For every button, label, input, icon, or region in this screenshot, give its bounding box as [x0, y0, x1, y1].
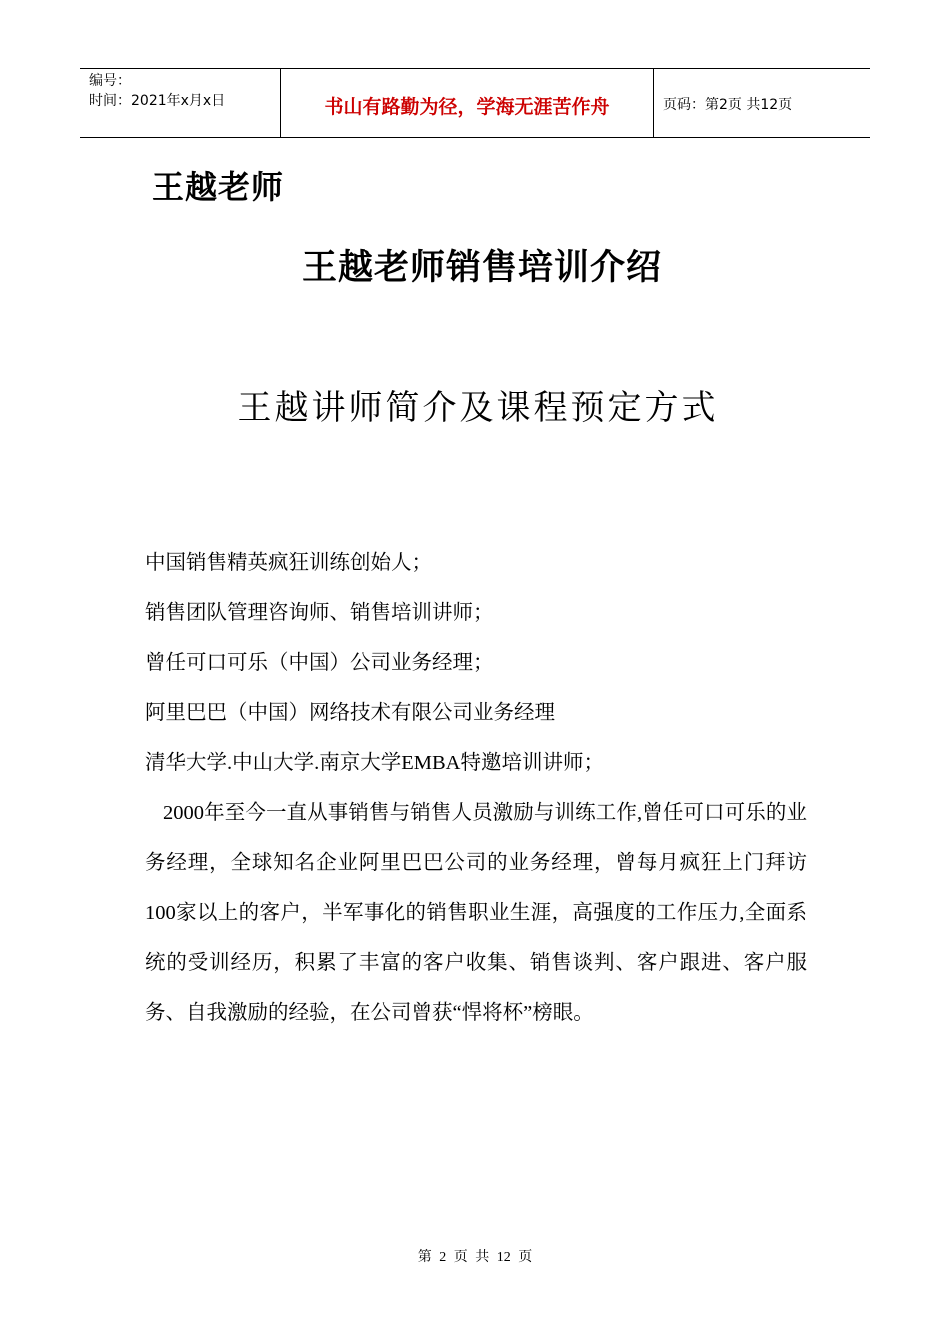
main-title: 王越老师销售培训介绍: [301, 248, 662, 288]
body-text: [145, 538, 807, 1038]
credential-line: 销售团队管理咨询师、销售培训讲师；: [145, 602, 494, 624]
credential-line: 清华大学.中山大学.南京大学EMBA特邀培训讲师；: [145, 752, 604, 774]
page-header: [80, 68, 870, 138]
sub-title: 王越讲师简介及课程预定方式: [237, 388, 719, 428]
teacher-name: 王越老师: [152, 168, 285, 206]
header-meta: [80, 69, 281, 137]
time-label: 时间：2021年x月x日: [89, 93, 226, 109]
number-label: 编号：: [89, 73, 131, 89]
page-footer: 第 2 页 共 12 页: [417, 1250, 533, 1265]
credential-line: 曾任可口可乐（中国）公司业务经理；: [145, 652, 494, 674]
header-page-info: 页码：第2页 共12页: [663, 97, 793, 113]
bio-paragraph: 2000年至今一直从事销售与销售人员激励与训练工作,曾任可口可乐的业务经理，全球知名企业阿里巴巴公司的业务经理，曾每月疯狂上门拜访100家以上的客户，半军事化的销售职业生涯，高强度的工作压力,全面系统的受训经历，积累了丰富的客户收集、销售谈判、客户跟进、客户服务、自我激励的经验，在公司曾获“悍将杯”榜眼。: [145, 802, 807, 1024]
header-motto: 书山有路勤为径，学海无涯苦作舟: [281, 69, 654, 137]
credential-line: 阿里巴巴（中国）网络技术有限公司业务经理: [145, 702, 555, 724]
credential-line: 中国销售精英疯狂训练创始人；: [145, 552, 432, 574]
